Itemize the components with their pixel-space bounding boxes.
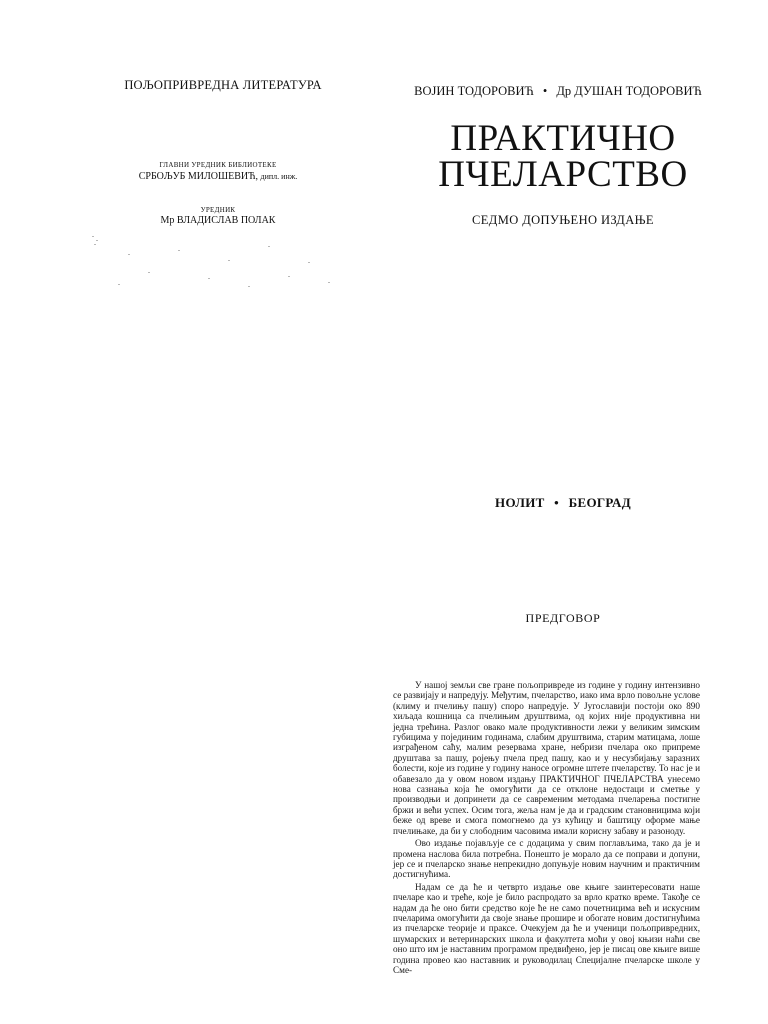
editor-name: Мр ВЛАДИСЛАВ ПОЛАК bbox=[160, 215, 276, 226]
preface-paragraph-3: Надам се да ће и четврто издање ове књиге заинтересовати наше пчеларе као и треће, које је било распродато за врло кратко време. Такође се надам да ће оно бити средство које ће не само почетницима већ и искусним пчеларима омогућити да своје знање прошире и обогате новим достигнућима из пчеларске теорије и праксе. Очекујем да ће и ученици пољопривредних, шумарских и ветеринарских школа и факултета моћи у овој књизи наћи све оно што им је наставним програмом предвиђено, јер је писац ове књиге више година провео као наставник и руководилац Специјалне пчеларске школе у Сме- bbox=[393, 881, 700, 975]
author-1: ВОЈИН ТОДОРОВИЋ bbox=[414, 84, 534, 98]
authors bbox=[408, 84, 708, 99]
preface-heading: ПРЕДГОВОР bbox=[525, 611, 601, 625]
chief-editor-title: дипл. инж. bbox=[260, 172, 298, 181]
chief-editor-label: ГЛАВНИ УРЕДНИК БИБЛИОТЕКЕ bbox=[159, 161, 277, 169]
book-title-line-2: ПЧЕЛАРСТВО bbox=[438, 154, 688, 195]
author-separator: • bbox=[542, 84, 548, 98]
series-title: ПОЉОПРИВРЕДНА ЛИТЕРАТУРА bbox=[124, 78, 322, 92]
scan-specks bbox=[88, 232, 348, 292]
preface-body bbox=[393, 680, 700, 977]
publisher-line bbox=[418, 495, 708, 511]
preface-paragraph-1: У нашој земљи све гране пољопривреде из године у годину интензивно се развијају и напредују. Међутим, пчеларство, иако има врло повољне услове (климу и пчелињу пашу) споро напредује. У Југославији постоји око 890 хиљада кошница са пчелињим друштвима, од којих није продуктивна ни једна трећина. Разлог овако мале продуктивности лежи у великим зимским губицима у појединим годинама, слабим друштвима, старим матицама, лоше изграђеном саћу, малим резервама хране, небризи пчелара око припреме друштава за пашу, ројењу пчела пред пашу, као и у несузбијању заразних болести, које из године у годину наносе огромне штете пчеларству. То нас је и обавезало да у овом новом издању ПРАКТИЧНОГ ПЧЕЛАРСТВА унесемо нова сазнања која ће омогућити да се отклоне недостаци и сметње у производњи и допринети да се савременим методама пчеларења постигне бржи и већи успех. Осим тога, жеља нам је да и градским становницима који беже од вреве и смога помогнемо да уз кућицу и баштицу оформе мање пчелињаке, да би у слободним часовима имали корисну забаву и разоноду. bbox=[393, 680, 700, 836]
preface-paragraph-2: Ово издање појављује се с додацима у свим поглављима, тако да је и промена наслова била потребна. Понешто је морало да се поправи и допуни, јер се и пчеларско знање непрекидно допуњује новим научним и практичним достигнућима. bbox=[393, 838, 700, 880]
publisher-name: НОЛИТ bbox=[495, 495, 545, 510]
book-title-line-1: ПРАКТИЧНО bbox=[450, 118, 676, 159]
editor-label: УРЕДНИК bbox=[200, 206, 236, 214]
publisher-separator: • bbox=[554, 495, 560, 510]
author-2: Др ДУШАН ТОДОРОВИЋ bbox=[556, 84, 702, 98]
edition-subtitle: СЕДМО ДОПУЊЕНО ИЗДАЊЕ bbox=[472, 213, 654, 227]
publisher-city: БЕОГРАД bbox=[568, 495, 631, 510]
chief-editor-name: СРБОЉУБ МИЛОШЕВИЋ, bbox=[138, 171, 259, 182]
chief-editor bbox=[120, 171, 316, 182]
